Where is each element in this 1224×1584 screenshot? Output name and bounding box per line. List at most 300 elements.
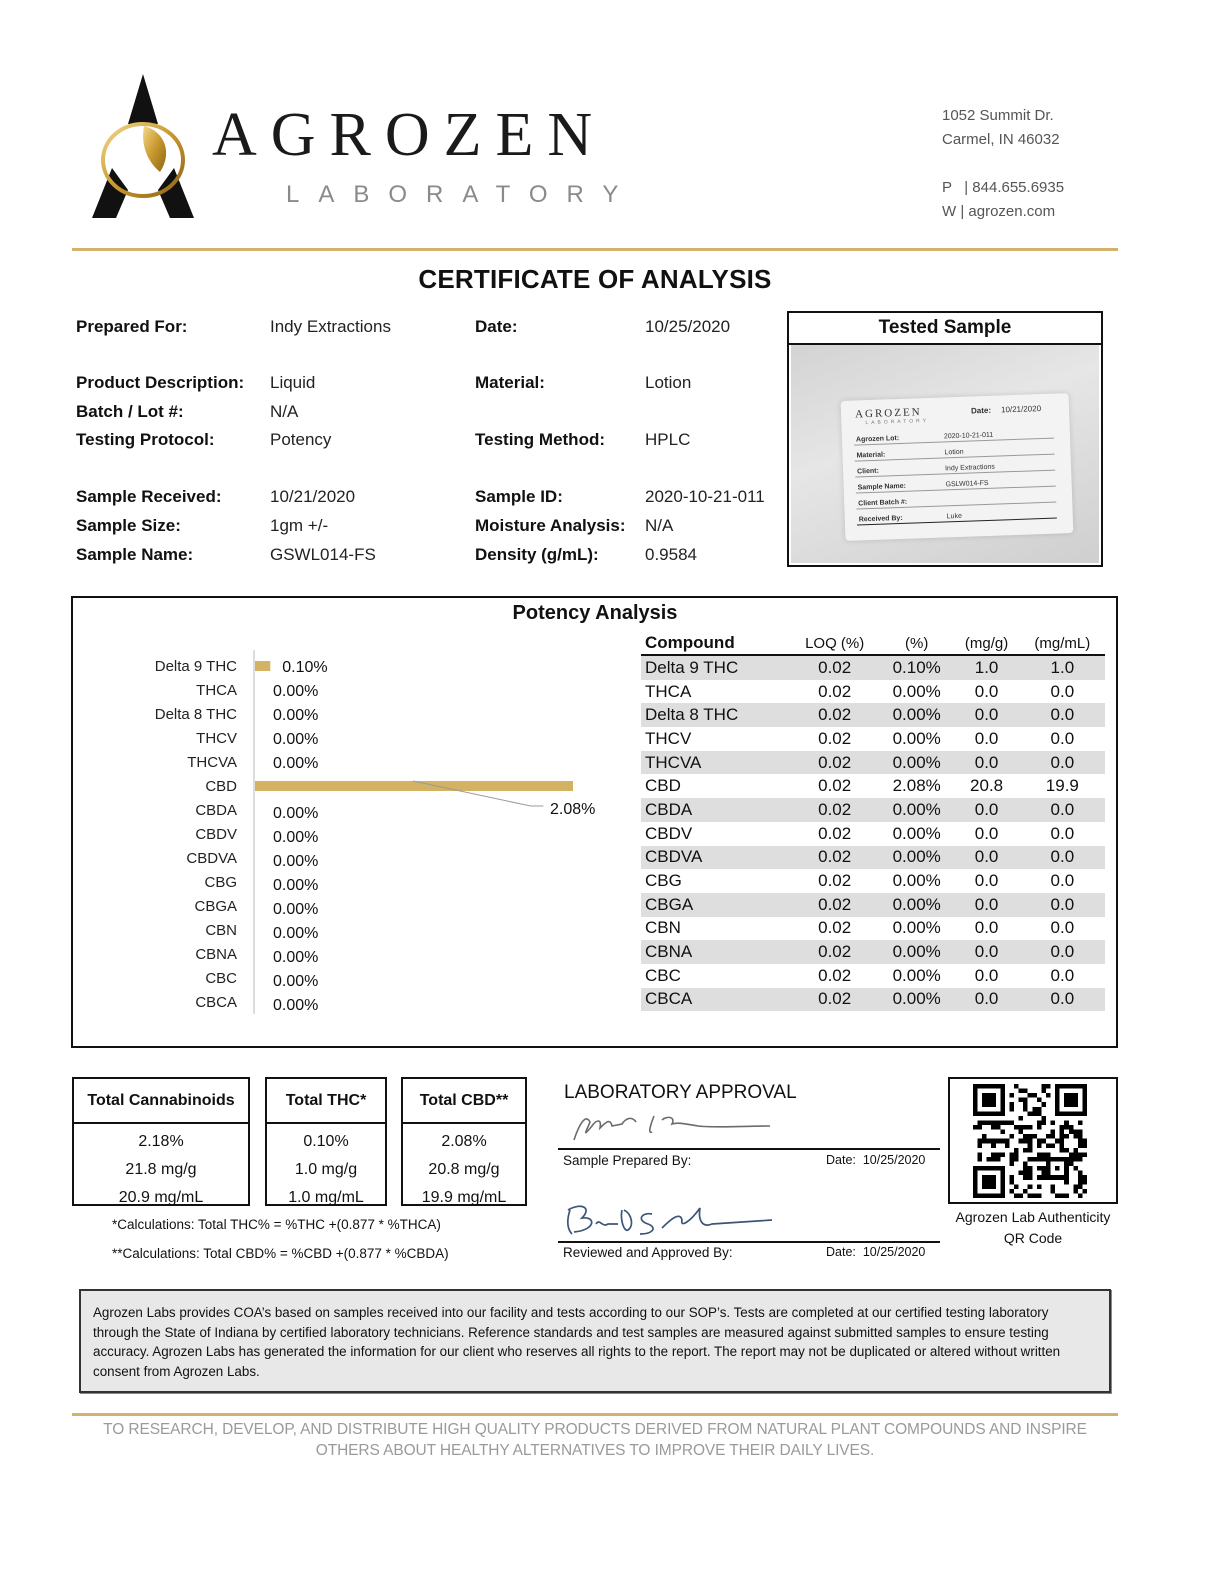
qr-module	[1082, 1189, 1087, 1194]
qr-code-icon[interactable]	[970, 1084, 1090, 1198]
qr-module	[982, 1120, 987, 1125]
qr-module	[1041, 1175, 1046, 1180]
mg-per-ml-cell: 0.0	[1050, 823, 1075, 843]
sample-label-value: Indy Extractions	[944, 463, 995, 473]
total-thc-box	[265, 1077, 387, 1206]
reviewed-by-signature-line	[558, 1241, 940, 1243]
qr-module	[1060, 1143, 1065, 1148]
qr-module	[1041, 1120, 1046, 1125]
website-line[interactable]: W | agrozen.com	[942, 203, 1056, 220]
qr-module	[1060, 1134, 1065, 1139]
qr-module	[1014, 1148, 1019, 1153]
qr-module	[1023, 1134, 1028, 1139]
potency-table-row	[641, 680, 1105, 704]
compound-cell: CBDA	[641, 798, 789, 822]
mg-per-g-cell: 0.0	[953, 893, 1019, 917]
qr-module	[1073, 1134, 1078, 1139]
qr-module	[1037, 1120, 1042, 1125]
qr-module	[1009, 1189, 1014, 1194]
chart-category-label: CBDA	[195, 802, 237, 819]
chart-category-label: CBCA	[195, 994, 237, 1011]
mg-per-ml-cell: 0.0	[1020, 703, 1105, 727]
qr-module	[1037, 1184, 1042, 1189]
qr-module	[982, 1093, 996, 1107]
compound-cell: THCVA	[641, 751, 789, 775]
qr-module	[1046, 1134, 1051, 1139]
chart-data-label: 0.00%	[273, 901, 319, 918]
qr-module	[1069, 1125, 1074, 1130]
mg-per-ml-cell: 0.0	[1020, 940, 1105, 964]
qr-module	[1046, 1152, 1051, 1157]
percent-cell: 0.00%	[892, 871, 941, 891]
total-thc-title: Total THC*	[267, 1079, 385, 1124]
qr-module	[1064, 1134, 1069, 1139]
mg-per-g-cell: 0.0	[953, 988, 1019, 1012]
qr-module	[1073, 1157, 1078, 1162]
total-cannabinoids-mg-g: 21.8 mg/g	[125, 1161, 197, 1178]
sample-label-key: Client Batch #:	[858, 498, 908, 508]
sample-label-value: GSLW014-FS	[945, 479, 989, 489]
qr-module	[1032, 1134, 1037, 1139]
total-cbd-title: Total CBD**	[403, 1079, 525, 1124]
qr-module	[991, 1143, 996, 1148]
loq-cell: 0.02	[818, 681, 852, 701]
qr-module	[1009, 1152, 1014, 1157]
qr-module	[1023, 1102, 1028, 1107]
qr-module	[978, 1125, 983, 1130]
qr-caption-line1: Agrozen Lab Authenticity	[955, 1209, 1111, 1225]
qr-module	[1073, 1166, 1078, 1171]
mg-per-g-cell: 0.0	[974, 965, 999, 985]
qr-module	[1041, 1089, 1046, 1094]
percent-cell: 0.00%	[880, 751, 954, 775]
qr-module	[1037, 1125, 1042, 1130]
percent-cell: 0.00%	[880, 988, 954, 1012]
qr-module	[978, 1143, 983, 1148]
chart-category-label: THCVA	[187, 754, 237, 771]
density-value: 0.9584	[645, 545, 697, 564]
qr-module	[1069, 1157, 1074, 1162]
potency-table-row	[641, 846, 1105, 870]
qr-module	[1051, 1120, 1056, 1125]
prepared-by-signature-line	[558, 1148, 940, 1150]
qr-module	[1028, 1143, 1033, 1148]
qr-module	[1028, 1134, 1033, 1139]
mg-per-ml-cell: 0.0	[1020, 798, 1105, 822]
qr-module	[1023, 1098, 1028, 1103]
sample-label-brand-sub: LABORATORY	[865, 417, 930, 427]
tested-sample-photo	[791, 345, 1099, 563]
mg-per-g-cell: 0.0	[953, 940, 1019, 964]
qr-module	[1041, 1157, 1046, 1162]
qr-module	[978, 1139, 983, 1144]
qr-module	[1023, 1125, 1028, 1130]
qr-module	[1009, 1180, 1014, 1185]
qr-module	[1023, 1089, 1028, 1094]
qr-module	[1041, 1152, 1046, 1157]
chart-category-label: CBD	[205, 778, 237, 795]
qr-module	[1005, 1143, 1010, 1148]
potency-table-row	[641, 869, 1105, 893]
qr-module	[982, 1134, 987, 1139]
qr-module	[1000, 1139, 1005, 1144]
qr-module	[1051, 1189, 1056, 1194]
date-label: Date:	[475, 317, 518, 336]
loq-cell: 0.02	[789, 940, 879, 964]
qr-module	[1041, 1139, 1046, 1144]
loq-cell: 0.02	[789, 988, 879, 1012]
mg-per-g-cell: 0.0	[974, 728, 999, 748]
testing-method-value: HPLC	[645, 430, 691, 449]
qr-module	[1037, 1193, 1042, 1198]
mg-per-g-cell: 0.0	[953, 751, 1019, 775]
sample-size-value: 1gm +/-	[270, 516, 329, 535]
prepared-date: Date: 10/25/2020	[826, 1153, 926, 1167]
qr-module	[1000, 1152, 1005, 1157]
tested-sample-panel	[787, 311, 1103, 567]
qr-module	[1014, 1157, 1019, 1162]
mg-per-ml-cell: 0.0	[1020, 751, 1105, 775]
mission-line-1: TO RESEARCH, DEVELOP, AND DISTRIBUTE HIGH QUALITY PRODUCTS DERIVED FROM NATURAL PLANT COMPOUNDS AND INSPIRE	[103, 1421, 1087, 1438]
chart-data-label: 0.00%	[273, 755, 319, 772]
compound-cell: THCA	[645, 681, 692, 701]
total-cannabinoids-mg-ml: 20.9 mg/mL	[118, 1189, 204, 1206]
batch-lot-value: N/A	[270, 402, 299, 421]
qr-module	[1032, 1157, 1037, 1162]
address-line-1: 1052 Summit Dr.	[942, 107, 1054, 124]
footer-divider	[72, 1413, 1118, 1416]
qr-module	[1028, 1157, 1033, 1162]
potency-table-row	[641, 893, 1105, 917]
qr-module	[1023, 1175, 1028, 1180]
percent-cell: 0.00%	[880, 940, 954, 964]
qr-caption-line2: QR Code	[1003, 1230, 1063, 1246]
qr-module	[1037, 1157, 1042, 1162]
qr-module	[1060, 1130, 1065, 1135]
qr-module	[1064, 1125, 1069, 1130]
compound-cell: CBDV	[645, 823, 693, 843]
qr-module	[1014, 1184, 1019, 1189]
qr-module	[1032, 1093, 1037, 1098]
sample-label-date-label: Date:	[970, 405, 992, 416]
qr-module	[1078, 1180, 1083, 1185]
qr-module	[991, 1152, 996, 1157]
potency-table-row	[641, 655, 1105, 680]
loq-cell: 0.02	[818, 823, 852, 843]
qr-module	[978, 1157, 983, 1162]
contact-block	[942, 104, 1064, 224]
sample-label-key: Client:	[856, 467, 880, 476]
qr-module	[1009, 1134, 1014, 1139]
potency-table	[641, 632, 1105, 1011]
qr-module	[978, 1120, 983, 1125]
chart-category-label: THCV	[196, 730, 237, 747]
potency-table-row	[641, 822, 1105, 846]
qr-module	[1073, 1130, 1078, 1135]
percent-cell: 0.10%	[880, 655, 954, 680]
qr-module	[996, 1120, 1001, 1125]
qr-module	[1023, 1107, 1028, 1112]
chart-data-label: 0.00%	[273, 805, 319, 822]
qr-module	[1037, 1139, 1042, 1144]
qr-module	[1073, 1148, 1078, 1153]
qr-module	[1060, 1193, 1065, 1198]
qr-module	[1060, 1125, 1065, 1130]
total-thc-mg-g: 1.0 mg/g	[294, 1161, 358, 1178]
potency-table-row	[641, 964, 1105, 988]
qr-module	[1019, 1171, 1024, 1176]
mission-line-2: OTHERS ABOUT HEALTHY ALTERNATIVES TO IMPROVE THEIR DAILY LIVES.	[315, 1442, 875, 1459]
chart-category-label: Delta 8 THC	[154, 706, 237, 723]
qr-module	[1028, 1111, 1033, 1116]
loq-cell: 0.02	[789, 655, 879, 680]
qr-module	[1055, 1193, 1060, 1198]
total-cbd-mg-ml: 19.9 mg/mL	[421, 1189, 507, 1206]
qr-module	[1078, 1139, 1083, 1144]
chart-category-label: CBN	[205, 922, 237, 939]
tested-sample-title: Tested Sample	[789, 313, 1101, 345]
qr-module	[1082, 1180, 1087, 1185]
qr-module	[1028, 1125, 1033, 1130]
chart-data-label: 0.00%	[273, 683, 319, 700]
chart-category-label: THCA	[196, 682, 237, 699]
loq-cell: 0.02	[789, 798, 879, 822]
qr-module	[991, 1125, 996, 1130]
qr-module	[1032, 1193, 1037, 1198]
material-value: Lotion	[645, 373, 692, 392]
loq-cell: 0.02	[818, 965, 852, 985]
moisture-analysis-label: Moisture Analysis:	[475, 516, 626, 535]
qr-module	[982, 1175, 996, 1189]
sample-label-date-value: 10/21/2020	[1000, 404, 1042, 415]
total-thc-mg-ml: 1.0 mg/mL	[288, 1189, 364, 1206]
laboratory-approval-title: LABORATORY APPROVAL	[564, 1082, 797, 1103]
sample-size-label: Sample Size:	[76, 516, 181, 535]
qr-module	[1028, 1175, 1033, 1180]
loq-cell: 0.02	[789, 703, 879, 727]
col-header-percent: (%)	[880, 632, 954, 655]
thc-calculation-note: *Calculations: Total THC% = %THC +(0.877 * %THCA)	[112, 1217, 441, 1232]
qr-module	[1023, 1139, 1028, 1144]
compound-cell: CBCA	[641, 988, 789, 1012]
material-label: Material:	[475, 373, 545, 392]
qr-module	[1019, 1098, 1024, 1103]
qr-module	[996, 1139, 1001, 1144]
qr-module	[1000, 1120, 1005, 1125]
qr-module	[1009, 1162, 1014, 1167]
mg-per-ml-cell: 0.0	[1020, 893, 1105, 917]
reviewed-by-label: Reviewed and Approved By:	[563, 1245, 733, 1260]
percent-cell: 0.00%	[892, 918, 941, 938]
density-label: Density (g/mL):	[475, 545, 599, 564]
chart-data-label: 0.10%	[282, 659, 328, 676]
mg-per-g-cell: 0.0	[974, 871, 999, 891]
chart-category-label: CBGA	[194, 898, 237, 915]
qr-module	[996, 1152, 1001, 1157]
qr-module	[1078, 1184, 1083, 1189]
chart-data-label: 0.00%	[273, 973, 319, 990]
mg-per-ml-cell: 0.0	[1050, 918, 1075, 938]
product-description-value: Liquid	[270, 373, 316, 392]
loq-cell: 0.02	[789, 846, 879, 870]
qr-module	[1009, 1157, 1014, 1162]
qr-module	[1028, 1166, 1033, 1171]
potency-table-row	[641, 798, 1105, 822]
qr-module	[1051, 1134, 1056, 1139]
qr-module	[1037, 1107, 1042, 1112]
qr-module	[1064, 1093, 1078, 1107]
qr-module	[1023, 1162, 1028, 1167]
sample-id-label: Sample ID:	[475, 487, 563, 506]
sample-received-value: 10/21/2020	[270, 487, 356, 506]
brand-name: AGROZEN	[212, 101, 607, 169]
mg-per-ml-cell: 0.0	[1050, 965, 1075, 985]
loq-cell: 0.02	[818, 871, 852, 891]
loq-cell: 0.02	[789, 893, 879, 917]
potency-table-row	[641, 988, 1105, 1012]
qr-module	[1069, 1130, 1074, 1135]
qr-module	[1046, 1143, 1051, 1148]
col-header-mg-per-g: (mg/g)	[953, 632, 1019, 655]
mg-per-ml-cell: 1.0	[1020, 655, 1105, 680]
loq-cell: 0.02	[818, 776, 852, 796]
mg-per-ml-cell: 19.9	[1045, 776, 1079, 796]
qr-module	[1041, 1171, 1046, 1176]
mg-per-ml-cell: 0.0	[1020, 846, 1105, 870]
qr-module	[1023, 1148, 1028, 1153]
total-cbd-box	[401, 1077, 527, 1206]
qr-module	[1028, 1184, 1033, 1189]
chart-data-label: 0.00%	[273, 925, 319, 942]
qr-module	[1023, 1166, 1028, 1171]
loq-cell: 0.02	[789, 751, 879, 775]
qr-module	[1005, 1139, 1010, 1144]
preparer-signature-icon	[566, 1108, 776, 1148]
qr-module	[1082, 1152, 1087, 1157]
qr-module	[1009, 1093, 1014, 1098]
qr-module	[1078, 1130, 1083, 1135]
col-header-mg-per-ml: (mg/mL)	[1020, 632, 1105, 655]
mg-per-g-cell: 0.0	[974, 681, 999, 701]
mg-per-g-cell: 0.0	[953, 846, 1019, 870]
testing-protocol-label: Testing Protocol:	[76, 430, 215, 449]
qr-module	[1041, 1102, 1046, 1107]
total-cannabinoids-title: Total Cannabinoids	[74, 1079, 248, 1124]
qr-module	[1078, 1120, 1083, 1125]
sample-received-label: Sample Received:	[76, 487, 222, 506]
qr-module	[1009, 1102, 1014, 1107]
qr-module	[987, 1120, 992, 1125]
qr-module	[1082, 1139, 1087, 1144]
compound-cell: CBDVA	[641, 846, 789, 870]
qr-module	[1064, 1193, 1069, 1198]
address-line-2: Carmel, IN 46032	[942, 131, 1060, 148]
document-title: CERTIFICATE OF ANALYSIS	[418, 264, 772, 294]
chart-category-label: CBNA	[195, 946, 237, 963]
date-value: 10/25/2020	[645, 317, 731, 336]
qr-module	[1019, 1139, 1024, 1144]
qr-module	[1055, 1139, 1060, 1144]
sample-label-key: Received By:	[858, 514, 903, 524]
percent-cell: 0.00%	[880, 798, 954, 822]
percent-cell: 2.08%	[892, 776, 941, 796]
qr-module	[1078, 1134, 1083, 1139]
loq-cell: 0.02	[818, 728, 852, 748]
chart-data-label: 0.00%	[273, 997, 319, 1014]
percent-cell: 0.00%	[892, 728, 941, 748]
qr-module	[1064, 1180, 1069, 1185]
mg-per-ml-cell: 0.0	[1020, 988, 1105, 1012]
qr-module	[1028, 1171, 1033, 1176]
qr-module	[1014, 1193, 1019, 1198]
testing-method-label: Testing Method:	[475, 430, 605, 449]
qr-module	[978, 1152, 983, 1157]
qr-module	[1078, 1157, 1083, 1162]
total-thc-percent: 0.10%	[303, 1133, 349, 1150]
compound-cell: CBNA	[641, 940, 789, 964]
qr-module	[1028, 1148, 1033, 1153]
potency-table-row	[641, 703, 1105, 727]
compound-cell: CBGA	[641, 893, 789, 917]
potency-table-row	[641, 751, 1105, 775]
compound-cell: THCV	[645, 728, 692, 748]
sample-name-label: Sample Name:	[76, 545, 194, 564]
percent-cell: 0.00%	[892, 965, 941, 985]
sample-label-key: Agrozen Lot:	[855, 435, 900, 444]
chart-data-label: 0.00%	[273, 877, 319, 894]
qr-module	[996, 1125, 1001, 1130]
mg-per-g-cell: 0.0	[953, 798, 1019, 822]
qr-module	[1028, 1093, 1033, 1098]
qr-module	[991, 1157, 996, 1162]
chart-category-label: CBDVA	[186, 850, 237, 867]
qr-module	[1032, 1111, 1037, 1116]
potency-table-row	[641, 940, 1105, 964]
product-description-label: Product Description:	[76, 373, 245, 392]
sample-label-value: 2020-10-21-011	[943, 431, 994, 441]
qr-module	[1046, 1084, 1051, 1089]
qr-module	[1037, 1098, 1042, 1103]
testing-protocol-value: Potency	[270, 430, 332, 449]
percent-cell: 0.00%	[892, 823, 941, 843]
qr-module	[1078, 1193, 1083, 1198]
qr-module	[1060, 1148, 1065, 1153]
sample-name-value: GSWL014-FS	[270, 545, 376, 564]
potency-table-row	[641, 727, 1105, 751]
qr-module	[1037, 1166, 1042, 1171]
chart-bar	[255, 661, 270, 671]
total-cannabinoids-percent: 2.18%	[138, 1133, 184, 1150]
brand-subtitle: LABORATORY	[286, 181, 638, 208]
qr-module	[1069, 1152, 1074, 1157]
sample-label-value: Luke	[946, 512, 963, 521]
chart-data-label: 0.00%	[273, 853, 319, 870]
disclaimer-text: Agrozen Labs provides COA’s based on samples received into our facility and tests according to our SOP’s. Tests are completed at our certified testing laboratory through the State of Indiana by certified laboratory technicians. Reference standards and test samples are measured against submitted samples to ensure testing accuracy. Agrozen Labs has generated the information for our client who reserves all rights to the report. The report may not be duplicated or altered without written consent from Agrozen Labs.	[79, 1289, 1111, 1393]
qr-module	[1019, 1116, 1024, 1121]
qr-module	[987, 1139, 992, 1144]
chart-data-label: 0.00%	[273, 949, 319, 966]
qr-module	[1041, 1166, 1046, 1171]
qr-module	[1009, 1175, 1014, 1180]
potency-analysis-title: Potency Analysis	[512, 602, 678, 624]
compound-cell: CBC	[645, 965, 681, 985]
agrozen-logo-icon	[80, 72, 206, 220]
total-cannabinoids-box	[72, 1077, 250, 1206]
qr-module	[1073, 1184, 1078, 1189]
mg-per-g-cell: 20.8	[970, 776, 1004, 796]
qr-module	[1078, 1171, 1083, 1176]
potency-table-row	[641, 917, 1105, 941]
